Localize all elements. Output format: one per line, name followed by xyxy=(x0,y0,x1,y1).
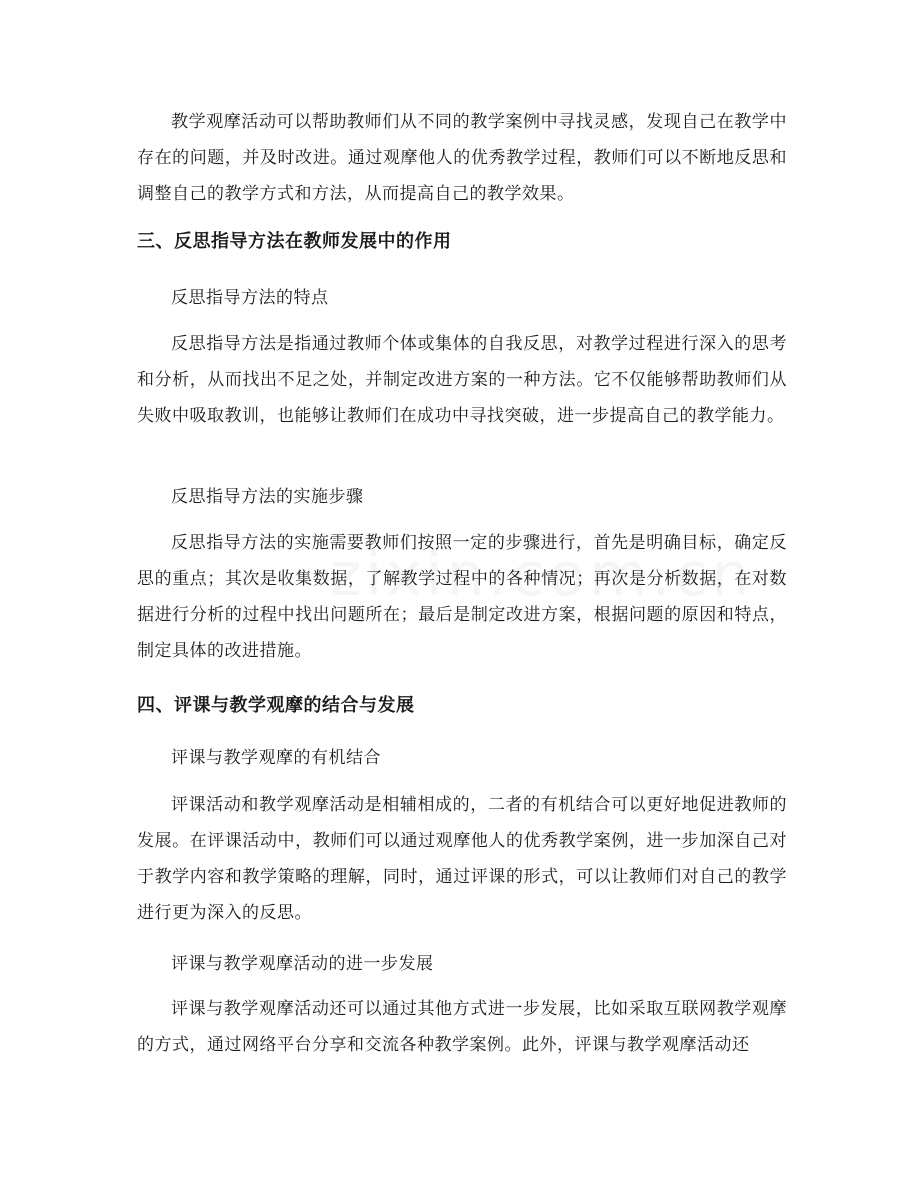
subheading-reflection-features: 反思指导方法的特点 xyxy=(171,288,329,308)
subheading-organic-combination: 评课与教学观摩的有机结合 xyxy=(171,748,381,768)
paragraph-reflection-definition: 反思指导方法是指通过教师个体或集体的自我反思，对教学过程进行深入的思考和分析，从而找出不足之处，并制定改进方案的一种方法。它不仅能够帮助教师们从失败中吸取教训，也能够让教师们在成功中寻找突破，进一步提高自己的教学能力。 xyxy=(137,334,787,426)
subheading-further-development: 评课与教学观摩活动的进一步发展 xyxy=(171,954,434,974)
section-heading-3: 三、反思指导方法在教师发展中的作用 xyxy=(137,231,452,252)
paragraph-reflection-steps: 反思指导方法的实施需要教师们按照一定的步骤进行，首先是明确目标，确定反思的重点；其次是收集数据，了解教学过程中的各种情况；再次是分析数据，在对数据进行分析的过程中找出问题所在；最后是制定改进方案，根据问题的原因和特点，制定具体的改进措施。 xyxy=(137,533,787,661)
section-heading-4: 四、评课与教学观摩的结合与发展 xyxy=(137,695,415,716)
subheading-reflection-steps: 反思指导方法的实施步骤 xyxy=(171,487,364,507)
paragraph-observation-benefits: 教学观摩活动可以帮助教师们从不同的教学案例中寻找灵感，发现自己在教学中存在的问题，并及时改进。通过观摩他人的优秀教学过程，教师们可以不断地反思和调整自己的教学方式和方法，从而提高自己的教学效果。 xyxy=(137,112,787,204)
paragraph-further-development: 评课与教学观摩活动还可以通过其他方式进一步发展，比如采取互联网教学观摩的方式，通过网络平台分享和交流各种教学案例。此外，评课与教学观摩活动还 xyxy=(137,999,787,1055)
paragraph-organic-combination: 评课活动和教学观摩活动是相辅相成的，二者的有机结合可以更好地促进教师的发展。在评课活动中，教师们可以通过观摩他人的优秀教学案例，进一步加深自己对于教学内容和教学策略的理解，同时，通过评课的形式，可以让教师们对自己的教学进行更为深入的反思。 xyxy=(137,795,787,923)
